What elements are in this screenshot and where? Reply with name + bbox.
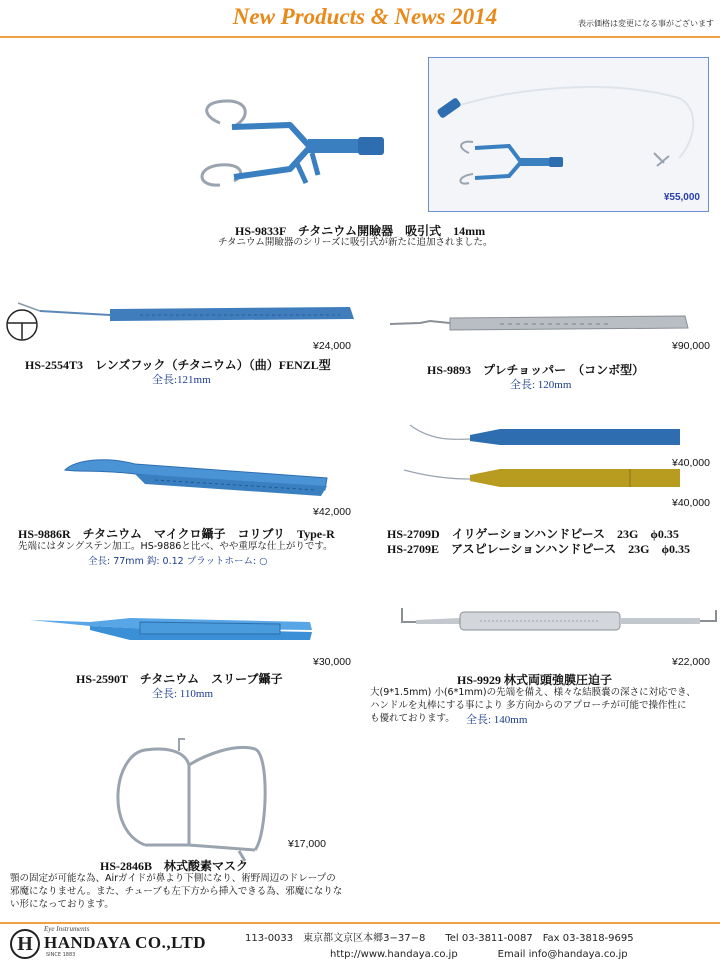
hs2846-name: HS-2846B 林式酸素マスク — [100, 859, 249, 873]
scleral-depressor-image — [400, 600, 720, 632]
hs9929-price: ¥22,000 — [672, 656, 710, 668]
hs2846-desc-2: 邪魔になりません。また、チューブも左下方から挿入できる為、邪魔になりな — [10, 886, 343, 897]
hs2709e-price: ¥40,000 — [672, 497, 710, 509]
logo-established: SINCE 1883 — [46, 952, 76, 958]
hs2590-price: ¥30,000 — [313, 656, 351, 668]
oxygen-mask-image — [105, 735, 280, 865]
hs9929-spec: 全長: 140mm — [466, 714, 528, 726]
hs9893-price: ¥90,000 — [672, 340, 710, 352]
hs2554-spec: 全長:121mm — [152, 374, 211, 386]
hs9886-name: HS-9886R チタニウム マイクロ鑷子 コリブリ Type-R — [18, 527, 335, 541]
hs9929-name: HS-9929 林式両頭強膜圧迫子 — [457, 673, 613, 687]
hs9833f-desc: チタニウム開瞼器のシリーズに吸引式が新たに追加されました。 — [218, 237, 493, 248]
hs2846-price: ¥17,000 — [288, 838, 326, 850]
hs9929-desc-2: ハンドルを丸棒にする事により 多方向からのアプローチが可能で操作性に — [370, 700, 687, 711]
hs9893-spec: 全長: 120mm — [510, 379, 572, 391]
hs9833f-price: ¥55,000 — [663, 192, 700, 203]
hs9893-name: HS-9893 プレチョッパー （コンボ型） — [427, 363, 645, 377]
hs2590-spec: 全長: 110mm — [152, 688, 214, 700]
hs9929-desc-3: も優れております。 — [370, 713, 455, 724]
company-web: http://www.handaya.co.jp Email info@handaya.co.jp — [330, 949, 628, 960]
hs2709d-name: HS-2709D イリゲーションハンドピース 23G ϕ0.35 — [387, 527, 679, 541]
micro-forceps-image — [65, 450, 335, 500]
hs9886-price: ¥42,000 — [313, 506, 351, 518]
sleeve-forceps-image — [30, 608, 320, 648]
hs2590-name: HS-2590T チタニウム スリーブ鑷子 — [76, 672, 283, 686]
company-address: 113-0033 東京都文京区本郷3−37−8 Tel 03-3811-0087 Fax 03-3818-9695 — [245, 933, 634, 944]
hs9833f-name: HS-9833F チタニウム開瞼器 吸引式 14mm — [235, 224, 486, 238]
prechopper-image — [390, 308, 690, 338]
hs9886-spec: 全長: 77mm 鈎: 0.12 プラットホーム: ○ — [88, 556, 268, 567]
hs2554-price: ¥24,000 — [313, 340, 351, 352]
lens-hook-image — [0, 285, 360, 345]
hs9886-desc: 先端にはタングステン加工。HS-9886と比べ、やや重厚な仕上がりです。 — [18, 541, 333, 552]
page-title: New Products & News 2014 — [232, 4, 498, 29]
price-notice: 表示価格は変更になる事がございます — [578, 19, 714, 28]
hs2709d-price: ¥40,000 — [672, 457, 710, 469]
handpiece-image — [400, 395, 690, 495]
header-divider — [0, 36, 720, 38]
hs9929-desc-1: 大(9*1.5mm) 小(6*1mm)の先端を備え、様々な結膜嚢の深さに対応でき、 — [370, 687, 696, 698]
product-photo — [428, 57, 709, 212]
company-name: HANDAYA CO.,LTD — [44, 933, 206, 952]
hs2846-desc-3: い形になっております。 — [10, 899, 114, 910]
logo-letter: H — [17, 932, 33, 955]
hs2846-desc-1: 顎の固定が可能な為、Airガイドが鼻より下側になり、術野周辺のドレープの — [10, 873, 336, 884]
speculum-image — [190, 95, 400, 205]
logo-subtitle: Eye Instruments — [44, 925, 90, 933]
hs2554-name: HS-2554T3 レンズフック（チタニウム）（曲）FENZL型 — [25, 358, 331, 372]
footer-divider — [0, 922, 720, 924]
hs2709e-name: HS-2709E アスピレーションハンドピース 23G ϕ0.35 — [387, 542, 690, 556]
company-logo-icon — [10, 929, 40, 959]
